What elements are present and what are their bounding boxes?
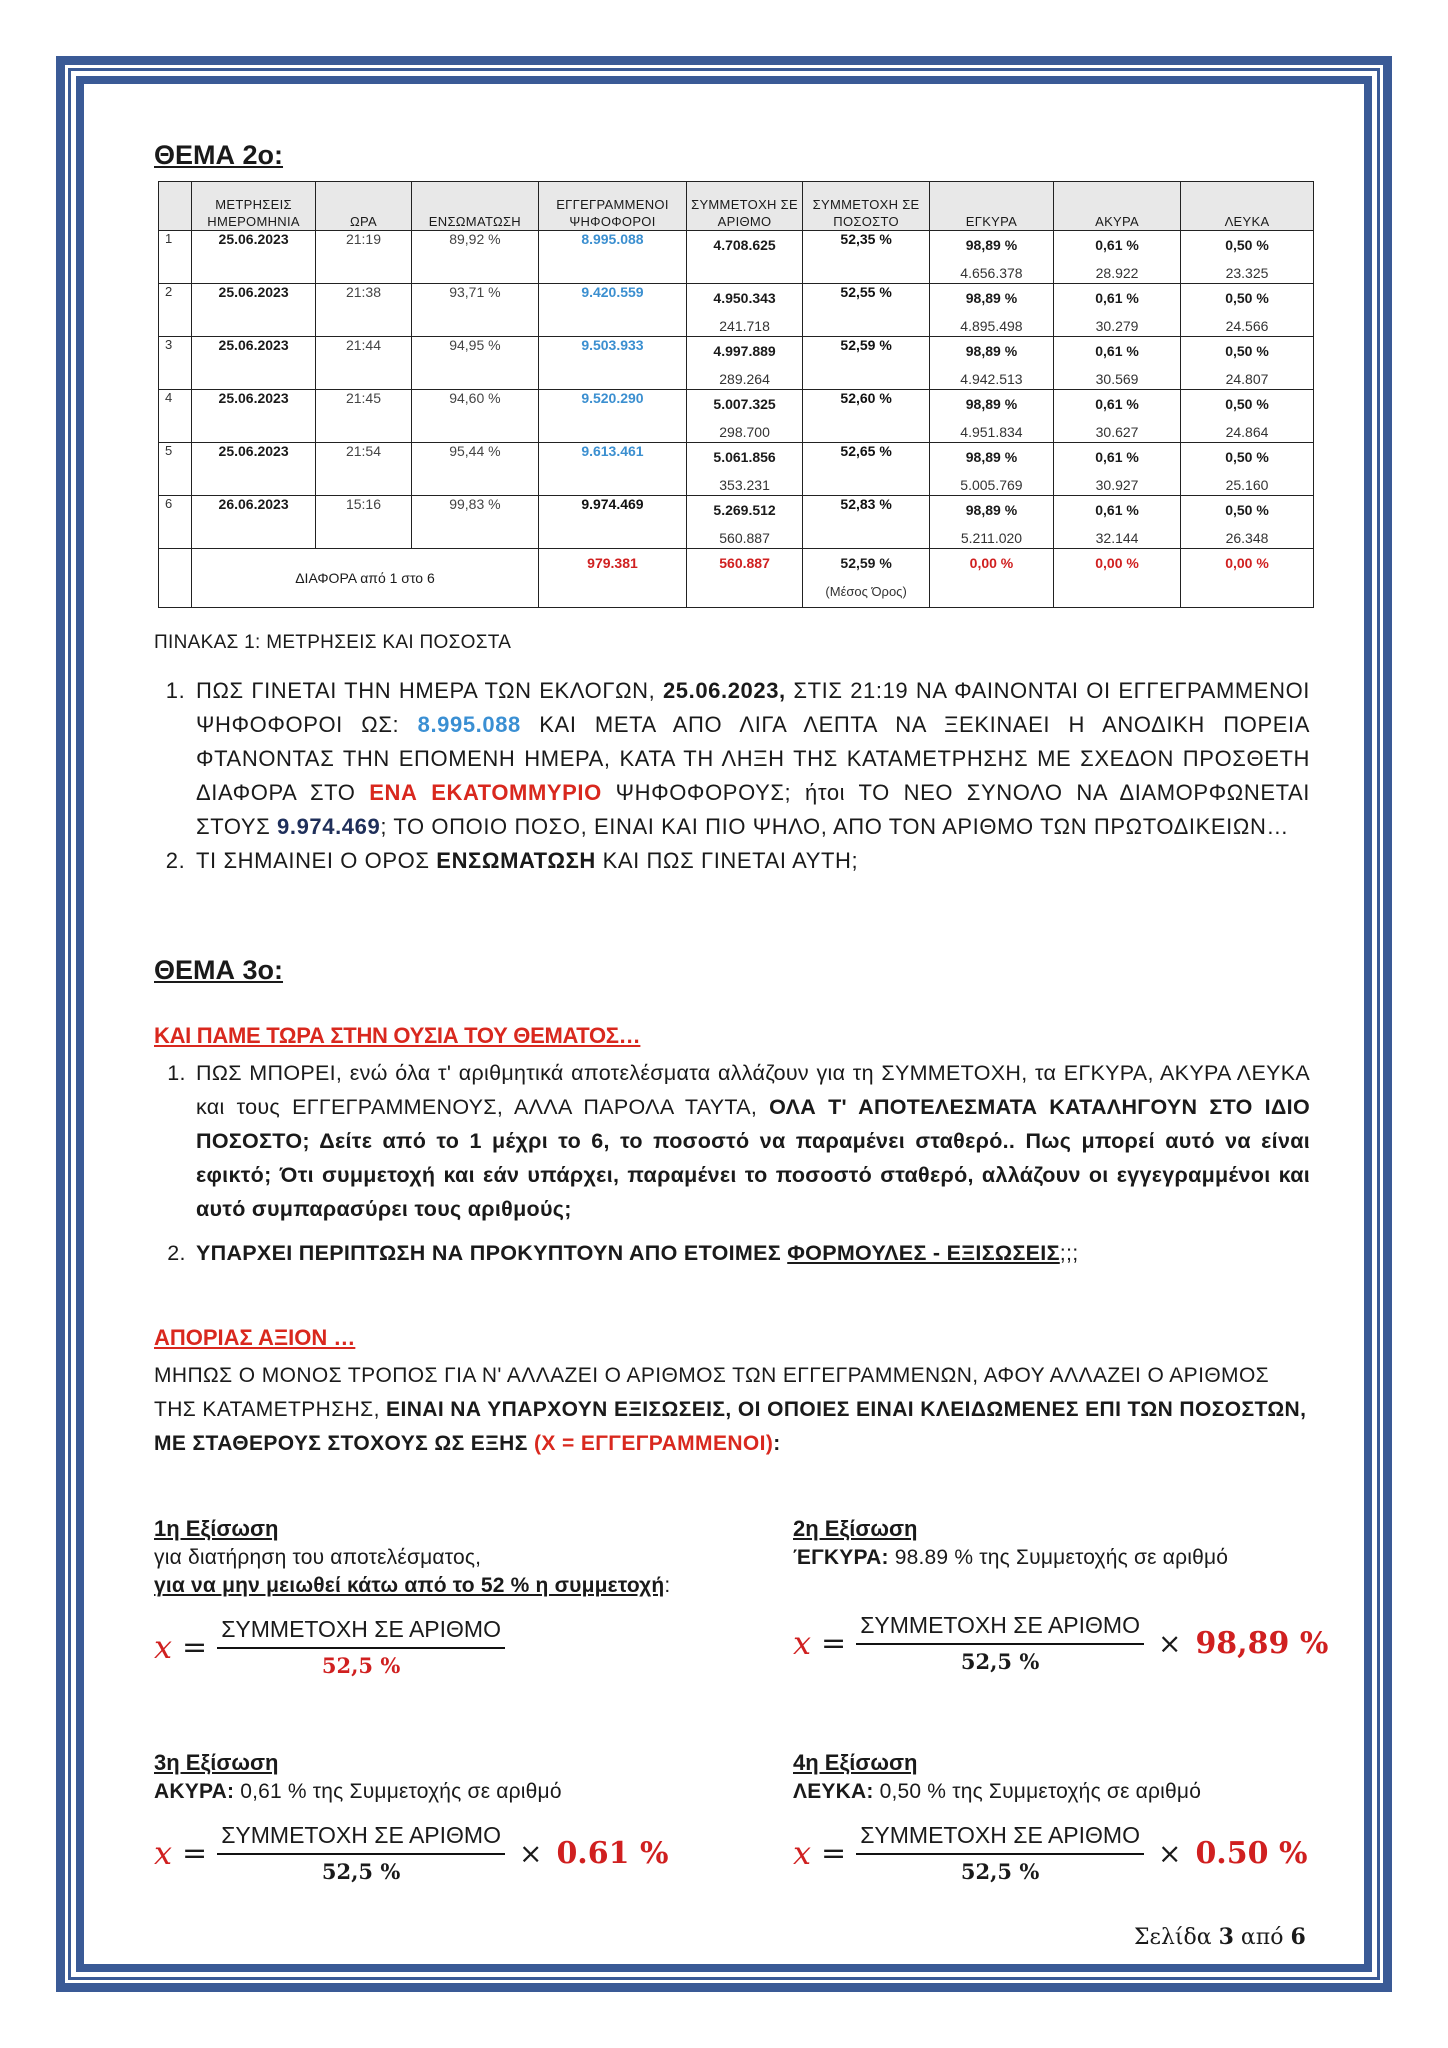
row-invalid: 0,61 % 28.922 <box>1054 231 1181 284</box>
equation-4-formula <box>793 1822 1307 1884</box>
equation-1-line1: για διατήρηση του αποτελέσματος, <box>154 1546 482 1569</box>
row-turnout-percent: 52,60 % <box>803 390 929 443</box>
row-blank: 0,50 % 23.325 <box>1181 231 1314 284</box>
header-index <box>159 182 192 231</box>
row-valid: 98,89 % 4.656.378 <box>929 231 1053 284</box>
page-number: Σελίδα 3 από 6 <box>1134 1924 1306 1950</box>
row-invalid: 0,61 % 30.279 <box>1054 284 1181 337</box>
equation-3-multiplier: 0.61 % <box>556 1835 669 1871</box>
equation-3-numerator: ΣΥΜΜΕΤΟΧΗ ΣΕ ΑΡΙΘΜΟ <box>217 1822 505 1855</box>
thema2-questions <box>154 674 1310 878</box>
row-time: 21:45 <box>316 390 411 443</box>
row-incorporation: 95,44 % <box>411 443 539 496</box>
row-turnout-percent: 52,65 % <box>803 443 929 496</box>
equation-1-variable: x <box>154 1628 173 1666</box>
equation-2-fraction <box>856 1612 1144 1674</box>
row-incorporation: 94,60 % <box>411 390 539 443</box>
aporias-title: ΑΠΟΡΙΑΣ ΑΞΙΟΝ … <box>154 1325 356 1350</box>
row-index: 4 <box>159 390 192 443</box>
row-registered: 9.613.461 <box>539 443 687 496</box>
header-turnout-percent: ΣΥΜΜΕΤΟΧΗ ΣΕ ΠΟΣΟΣΤΟ <box>803 182 929 231</box>
equation-3-equals: = <box>182 1835 208 1871</box>
diff-invalid: 0,00 % <box>1054 549 1181 608</box>
row-index: 6 <box>159 496 192 549</box>
row-valid: 98,89 % 4.942.513 <box>929 337 1053 390</box>
header-turnout-number: ΣΥΜΜΕΤΟΧΗ ΣΕ ΑΡΙΘΜΟ <box>686 182 803 231</box>
equation-3-title: 3η Εξίσωση <box>154 1750 279 1775</box>
equation-1 <box>154 1516 670 1678</box>
row-incorporation: 89,92 % <box>411 231 539 284</box>
diff-label: ΔΙΑΦΟΡΑ από 1 στο 6 <box>191 549 538 608</box>
table-row <box>159 496 1314 549</box>
equation-4-times: × <box>1157 1836 1182 1870</box>
equation-2-title: 2η Εξίσωση <box>793 1516 918 1541</box>
row-blank: 0,50 % 24.864 <box>1181 390 1314 443</box>
measurements-table <box>158 181 1314 608</box>
equation-4-numerator: ΣΥΜΜΕΤΟΧΗ ΣΕ ΑΡΙΘΜΟ <box>856 1822 1144 1855</box>
equation-1-numerator: ΣΥΜΜΕΤΟΧΗ ΣΕ ΑΡΙΘΜΟ <box>217 1616 505 1649</box>
equation-4 <box>793 1750 1307 1884</box>
table-row <box>159 231 1314 284</box>
row-time: 21:44 <box>316 337 411 390</box>
row-invalid: 0,61 % 30.927 <box>1054 443 1181 496</box>
row-invalid: 0,61 % 32.144 <box>1054 496 1181 549</box>
header-invalid: ΑΚΥΡΑ <box>1054 182 1181 231</box>
equation-4-denominator: 52,5 % <box>960 1859 1040 1884</box>
diff-valid: 0,00 % <box>929 549 1053 608</box>
row-date: 25.06.2023 <box>191 337 316 390</box>
header-registered: ΕΓΓΕΓΡΑΜΜΕΝΟΙ ΨΗΦΟΦΟΡΟΙ <box>539 182 687 231</box>
row-registered: 9.420.559 <box>539 284 687 337</box>
row-turnout-percent: 52,55 % <box>803 284 929 337</box>
equation-1-equals: = <box>182 1629 208 1665</box>
question-3-2: 2. ΥΠΑΡΧΕΙ ΠΕΡΙΠΤΩΣΗ ΝΑ ΠΡΟΚΥΠΤΟΥΝ ΑΠΟ ΕΤΟΙΜΕΣ ΦΟΡΜΟΥΛΕΣ - ΕΞΙΣΩΣΕΙΣ;;; <box>192 1236 1310 1270</box>
equation-1-line2: για να μην μειωθεί κάτω από το 52 % η συμμετοχή: <box>154 1574 671 1597</box>
row-incorporation: 93,71 % <box>411 284 539 337</box>
diff-turnout-percent: 52,59 % (Μέσος Όρος) <box>803 549 929 608</box>
row-valid: 98,89 % 4.895.498 <box>929 284 1053 337</box>
table-row <box>159 390 1314 443</box>
row-valid: 98,89 % 5.005.769 <box>929 443 1053 496</box>
thema3-subtitle: ΚΑΙ ΠΑΜΕ ΤΩΡΑ ΣΤΗΝ ΟΥΣΙΑ ΤΟΥ ΘΕΜΑΤΟΣ… <box>154 1023 641 1048</box>
table-caption: ΠΙΝΑΚΑΣ 1: ΜΕΤΡΗΣΕΙΣ ΚΑΙ ΠΟΣΟΣΤΑ <box>154 632 512 653</box>
equation-2-numerator: ΣΥΜΜΕΤΟΧΗ ΣΕ ΑΡΙΘΜΟ <box>856 1612 1144 1645</box>
diff-blank: 0,00 % <box>1181 549 1314 608</box>
equation-2-formula <box>793 1612 1328 1674</box>
header-time: ΩΡΑ <box>316 182 411 231</box>
row-time: 21:38 <box>316 284 411 337</box>
equation-4-desc: ΛΕΥΚΑ: 0,50 % της Συμμετοχής σε αριθμό <box>793 1780 1202 1803</box>
row-registered: 9.974.469 <box>539 496 687 549</box>
diff-index <box>159 549 192 608</box>
row-registered: 8.995.088 <box>539 231 687 284</box>
row-blank: 0,50 % 25.160 <box>1181 443 1314 496</box>
equation-4-variable: x <box>793 1834 812 1872</box>
equation-3-fraction <box>217 1822 505 1884</box>
equation-4-equals: = <box>821 1835 847 1871</box>
equation-1-title: 1η Εξίσωση <box>154 1516 279 1541</box>
equation-3-desc: ΑΚΥΡΑ: 0,61 % της Συμμετοχής σε αριθμό <box>154 1780 562 1803</box>
equation-1-fraction <box>217 1616 505 1678</box>
equation-4-multiplier: 0.50 % <box>1195 1835 1308 1871</box>
row-turnout-number: 4.708.625 <box>686 231 803 284</box>
equation-2 <box>793 1516 1328 1674</box>
question-2-1: 1. ΠΩΣ ΓΙΝΕΤΑΙ ΤΗΝ ΗΜΕΡΑ ΤΩΝ ΕΚΛΟΓΩΝ, 25.06.2023, ΣΤΙΣ 21:19 ΝΑ ΦΑΙΝΟΝΤΑΙ ΟΙ ΕΓΓΕΓΡΑΜΜΕΝΟΙ ΨΗΦΟΦΟΡΟΙ ΩΣ: 8.995.088 ΚΑΙ ΜΕΤΑ ΑΠΟ ΛΙΓΑ ΛΕΠΤΑ ΝΑ ΞΕΚΙΝΑΕΙ Η ΑΝΟΔΙΚΗ ΠΟΡΕΙΑ ΦΤΑΝΟΝΤΑΣ ΤΗΝ ΕΠΟΜΕΝΗ ΗΜΕΡΑ, ΚΑΤΑ ΤΗ ΛΗΞΗ ΤΗΣ ΚΑΤΑΜΕΤΡΗΣΗΣ ΜΕ ΣΧΕΔΟΝ ΠΡΟΣΘΕΤΗ ΔΙΑΦΟΡΑ ΣΤΟ ΕΝΑ ΕΚΑΤΟΜΜΥΡΙΟ ΨΗΦΟΦΟΡΟΥΣ; ήτοι ΤΟ ΝΕΟ ΣΥΝΟΛΟ ΝΑ ΔΙΑΜΟΡΦΩΝΕΤΑΙ ΣΤΟΥΣ 9.974.469; ΤΟ ΟΠΟΙΟ ΠΟΣΟ, ΕΙΝΑΙ ΚΑΙ ΠΙΟ ΨΗΛΟ, ΑΠΟ ΤΟΝ ΑΡΙΘΜΟ ΤΩΝ ΠΡΩΤΟΔΙΚΕΙΩΝ… <box>192 674 1310 844</box>
equation-4-fraction <box>856 1822 1144 1884</box>
row-incorporation: 99,83 % <box>411 496 539 549</box>
row-date: 25.06.2023 <box>191 390 316 443</box>
section-title-thema3: ΘΕΜΑ 3ο: <box>154 955 284 985</box>
table-row <box>159 337 1314 390</box>
diff-registered: 979.381 <box>539 549 687 608</box>
row-turnout-percent: 52,83 % <box>803 496 929 549</box>
equation-2-times: × <box>1157 1626 1182 1660</box>
diff-turnout-number: 560.887 <box>686 549 803 608</box>
equation-2-variable: x <box>793 1624 812 1662</box>
row-time: 21:54 <box>316 443 411 496</box>
equation-4-title: 4η Εξίσωση <box>793 1750 918 1775</box>
row-date: 25.06.2023 <box>191 443 316 496</box>
row-valid: 98,89 % 4.951.834 <box>929 390 1053 443</box>
row-time: 21:19 <box>316 231 411 284</box>
row-invalid: 0,61 % 30.627 <box>1054 390 1181 443</box>
aporias-text: ΜΗΠΩΣ Ο ΜΟΝΟΣ ΤΡΟΠΟΣ ΓΙΑ Ν' ΑΛΛΑΖΕΙ Ο ΑΡΙΘΜΟΣ ΤΩΝ ΕΓΓΕΓΡΑΜΜΕΝΩΝ, ΑΦΟΥ ΑΛΛΑΖΕΙ Ο ΑΡΙΘΜΟΣ ΤΗΣ ΚΑΤΑΜΕΤΡΗΣΗΣ, ΕΙΝΑΙ ΝΑ ΥΠΑΡΧΟΥΝ ΕΞΙΣΩΣΕΙΣ, ΟΙ ΟΠΟΙΕΣ ΕΙΝΑΙ ΚΛΕΙΔΩΜΕΝΕΣ ΕΠΙ ΤΩΝ ΠΟΣΟΣΤΩΝ, ΜΕ ΣΤΑΘΕΡΟΥΣ ΣΤΟΧΟΥΣ ΩΣ ΕΞΗΣ (Χ = ΕΓΓΕΓΡΑΜΜΕΝΟΙ): <box>154 1364 1307 1455</box>
table-row <box>159 443 1314 496</box>
row-blank: 0,50 % 24.807 <box>1181 337 1314 390</box>
header-valid: ΕΓΚΥΡΑ <box>929 182 1053 231</box>
question-2-2: 2. ΤΙ ΣΗΜΑΙΝΕΙ Ο ΟΡΟΣ ΕΝΣΩΜΑΤΩΣΗ ΚΑΙ ΠΩΣ ΓΙΝΕΤΑΙ ΑΥΤΗ; <box>192 844 1310 878</box>
row-turnout-number: 4.950.343 241.718 <box>686 284 803 337</box>
row-invalid: 0,61 % 30.569 <box>1054 337 1181 390</box>
row-time: 15:16 <box>316 496 411 549</box>
equation-3-times: × <box>518 1836 543 1870</box>
row-index: 3 <box>159 337 192 390</box>
row-turnout-number: 4.997.889 289.264 <box>686 337 803 390</box>
row-turnout-number: 5.061.856 353.231 <box>686 443 803 496</box>
equation-3-variable: x <box>154 1834 173 1872</box>
equation-2-denominator: 52,5 % <box>960 1649 1040 1674</box>
row-registered: 9.503.933 <box>539 337 687 390</box>
row-index: 5 <box>159 443 192 496</box>
row-date: 25.06.2023 <box>191 284 316 337</box>
thema3-questions <box>154 1056 1310 1270</box>
question-3-1: 1. ΠΩΣ ΜΠΟΡΕΙ, ενώ όλα τ' αριθμητικά αποτελέσματα αλλάζουν για τη ΣΥΜΜΕΤΟΧΗ, τα ΕΓΚΥΡΑ, ΑΚΥΡΑ ΛΕΥΚΑ και τους ΕΓΓΕΓΡΑΜΜΕΝΟΥΣ, ΑΛΛΑ ΠΑΡΟΛΑ ΤΑΥΤΑ, ΟΛΑ Τ' ΑΠΟΤΕΛΕΣΜΑΤΑ ΚΑΤΑΛΗΓΟΥΝ ΣΤΟ ΙΔΙΟ ΠΟΣΟΣΤΟ; Δείτε από το 1 μέχρι το 6, το ποσοστό να παραμένει σταθερό.. Πως μπορεί αυτό να είναι εφικτό; Ότι συμμετοχή και εάν υπάρχει, παραμένει το ποσοστό σταθερό, αλλάζουν οι εγγεγραμμένοι και αυτό συμπαρασύρει τους αριθμούς; <box>192 1056 1310 1226</box>
row-index: 2 <box>159 284 192 337</box>
row-incorporation: 94,95 % <box>411 337 539 390</box>
row-index: 1 <box>159 231 192 284</box>
equation-3-denominator: 52,5 % <box>321 1859 401 1884</box>
equation-1-formula <box>154 1616 505 1678</box>
row-turnout-percent: 52,59 % <box>803 337 929 390</box>
row-turnout-percent: 52,35 % <box>803 231 929 284</box>
equation-3 <box>154 1750 668 1884</box>
row-valid: 98,89 % 5.211.020 <box>929 496 1053 549</box>
header-incorporation: ΕΝΣΩΜΑΤΩΣΗ <box>411 182 539 231</box>
row-date: 26.06.2023 <box>191 496 316 549</box>
table-row <box>159 284 1314 337</box>
row-turnout-number: 5.269.512 560.887 <box>686 496 803 549</box>
header-blank: ΛΕΥΚΑ <box>1181 182 1314 231</box>
equation-2-multiplier: 98,89 % <box>1195 1625 1329 1661</box>
header-date: ΜΕΤΡΗΣΕΙΣ ΗΜΕΡΟΜΗΝΙΑ <box>191 182 316 231</box>
equation-2-equals: = <box>821 1625 847 1661</box>
equation-1-denominator: 52,5 % <box>321 1653 401 1678</box>
table-diff-row <box>159 549 1314 608</box>
table-header-row <box>159 182 1314 231</box>
row-turnout-number: 5.007.325 298.700 <box>686 390 803 443</box>
section-title-thema2: ΘΕΜΑ 2ο: <box>154 140 284 170</box>
equation-3-formula <box>154 1822 668 1884</box>
row-blank: 0,50 % 24.566 <box>1181 284 1314 337</box>
row-blank: 0,50 % 26.348 <box>1181 496 1314 549</box>
row-date: 25.06.2023 <box>191 231 316 284</box>
row-registered: 9.520.290 <box>539 390 687 443</box>
equation-2-desc: ΈΓΚΥΡΑ: 98.89 % της Συμμετοχής σε αριθμό <box>793 1546 1229 1569</box>
